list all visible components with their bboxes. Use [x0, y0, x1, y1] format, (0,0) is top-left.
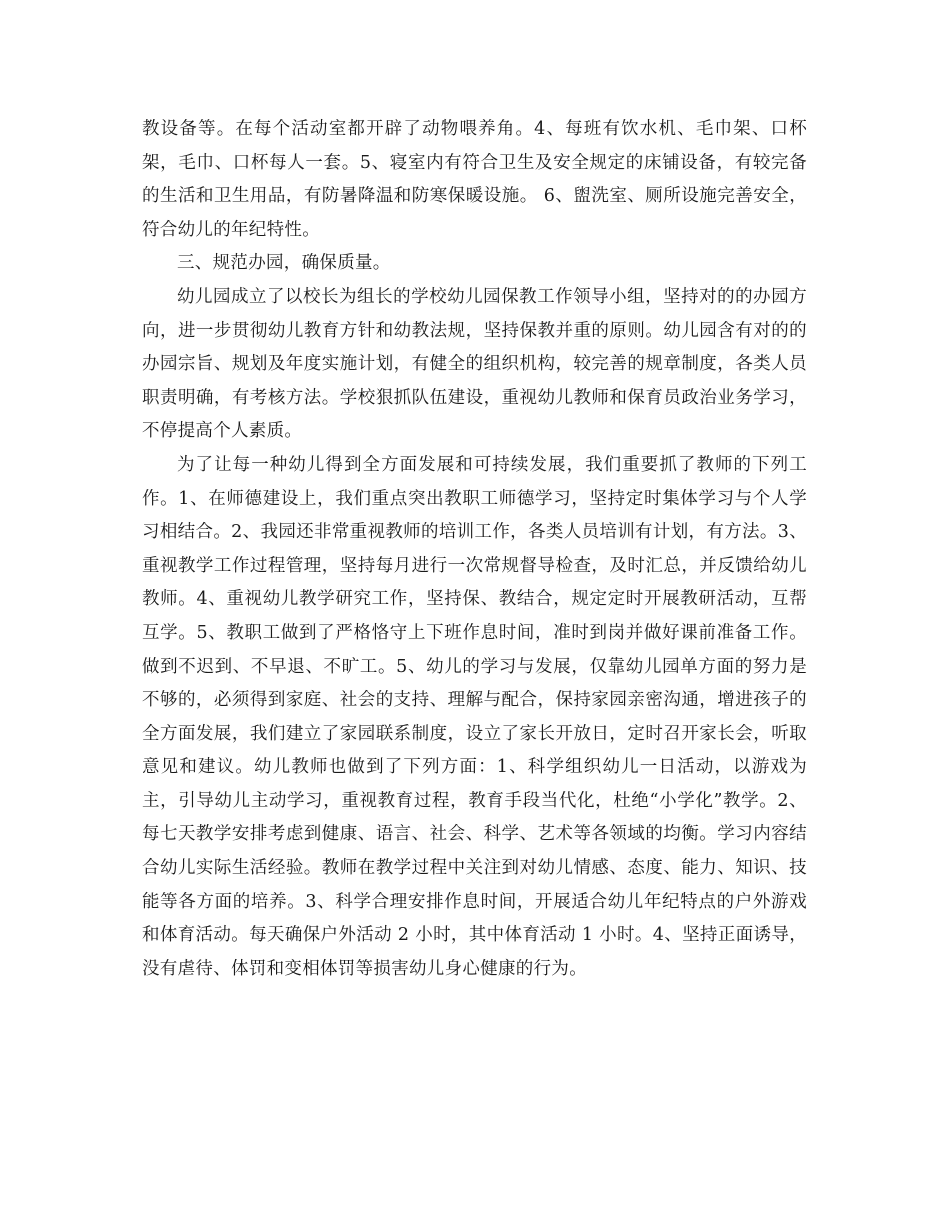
paragraph-facilities-continued: 教设备等。在每个活动室都开辟了动物喂养角。4、每班有饮水机、毛巾架、口杯架，毛巾、口杯每人一套。5、寝室内有符合卫生及安全规定的床铺设备，有较完备的生活和卫生用品，有防暑降温和防寒保暖设施。 6、盥洗室、厕所设施完善安全，符合幼儿的年纪特性。 — [142, 119, 807, 240]
paragraph-leadership-group: 幼儿园成立了以校长为组长的学校幼儿园保教工作领导小组，坚持对的的办园方向，进一步贯彻幼儿教育方针和幼教法规，坚持保教并重的原则。幼儿园含有对的的办园宗旨、规划及年度实施计划，有健全的组织机构，较完善的规章制度，各类人员职责明确，有考核方法。学校狠抓队伍建设，重视幼儿教师和保育员政治业务学习，不停提高个人素质。 — [142, 286, 807, 442]
paragraph-teacher-work: 为了让每一种幼儿得到全方面发展和可持续发展，我们重要抓了教师的下列工作。1、在师德建设上，我们重点突出教职工师德学习，坚持定时集体学习与个人学习相结合。2、我园还非常重视教师的培训工作，各类人员培训有计划，有方法。3、重视教学工作过程管理，坚持每月进行一次常规督导检查，及时汇总，并反馈给幼儿教师。4、重视幼儿教学研究工作，坚持保、教结合，规定定时开展教研活动，互帮互学。5、教职工做到了严格恪守上下班作息时间，准时到岗并做好课前准备工作。做到不迟到、不早退、不旷工。5、幼儿的学习与发展，仅靠幼儿园单方面的努力是不够的，必须得到家庭、社会的支持、理解与配合，保持家园亲密沟通，增进孩子的全方面发展，我们建立了家园联系制度，设立了家长开放日，定时召开家长会，听取意见和建议。幼儿教师也做到了下列方面：1、科学组织幼儿一日活动，以游戏为主，引导幼儿主动学习，重视教育过程，教育手段当代化，杜绝“小学化”教学。2、每七天教学安排考虑到健康、语言、社会、科学、艺术等各领域的均衡。学习内容结合幼儿实际生活经验。教师在教学过程中关注到对幼儿情感、态度、能力、知识、技能等各方面的培养。3、科学合理安排作息时间，开展适合幼儿年纪特点的户外游戏和体育活动。每天确保户外活动 2 小时，其中体育活动 1 小时。4、坚持正面诱导，没有虐待、体罚和变相体罚等损害幼儿身心健康的行为。 — [142, 454, 807, 979]
document-body — [142, 113, 807, 986]
section-heading-standardized-operation: 三、规范办园，确保质量。 — [177, 253, 391, 274]
